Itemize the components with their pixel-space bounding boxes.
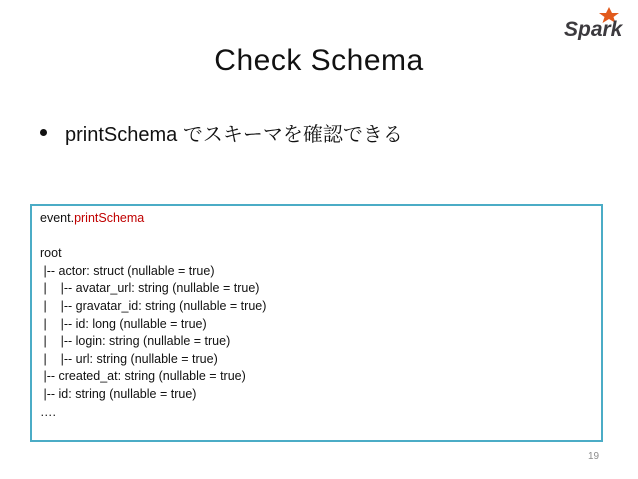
code-line: | |-- avatar_url: string (nullable = true)	[40, 281, 260, 296]
code-line: | |-- gravatar_id: string (nullable = true)	[40, 298, 267, 313]
code-line: |-- created_at: string (nullable = true)	[40, 369, 246, 384]
code-command-method: printSchema	[74, 211, 145, 225]
page-number: 19	[588, 451, 600, 462]
code-line: | |-- url: string (nullable = true)	[40, 351, 218, 366]
bullet-text: printSchema でスキーマを確認できる	[65, 124, 403, 146]
spark-logo-text: Spark	[564, 18, 623, 40]
code-line: |-- id: string (nullable = true)	[40, 386, 197, 401]
code-line: | |-- id: long (nullable = true)	[40, 316, 207, 331]
bullet-dot-icon	[40, 129, 47, 136]
bullet-item	[40, 118, 403, 147]
spark-logo	[562, 6, 634, 40]
code-command-object: event.	[40, 211, 75, 225]
code-command-line	[40, 210, 593, 228]
code-line: root	[40, 246, 62, 261]
code-line	[40, 228, 593, 246]
code-block	[30, 204, 603, 442]
code-line: |-- actor: struct (nullable = true)	[40, 263, 215, 278]
spark-logo-icon	[562, 6, 634, 40]
code-line: | |-- login: string (nullable = true)	[40, 334, 231, 349]
slide-title: Check Schema	[214, 44, 424, 77]
code-line: ….	[40, 404, 56, 419]
